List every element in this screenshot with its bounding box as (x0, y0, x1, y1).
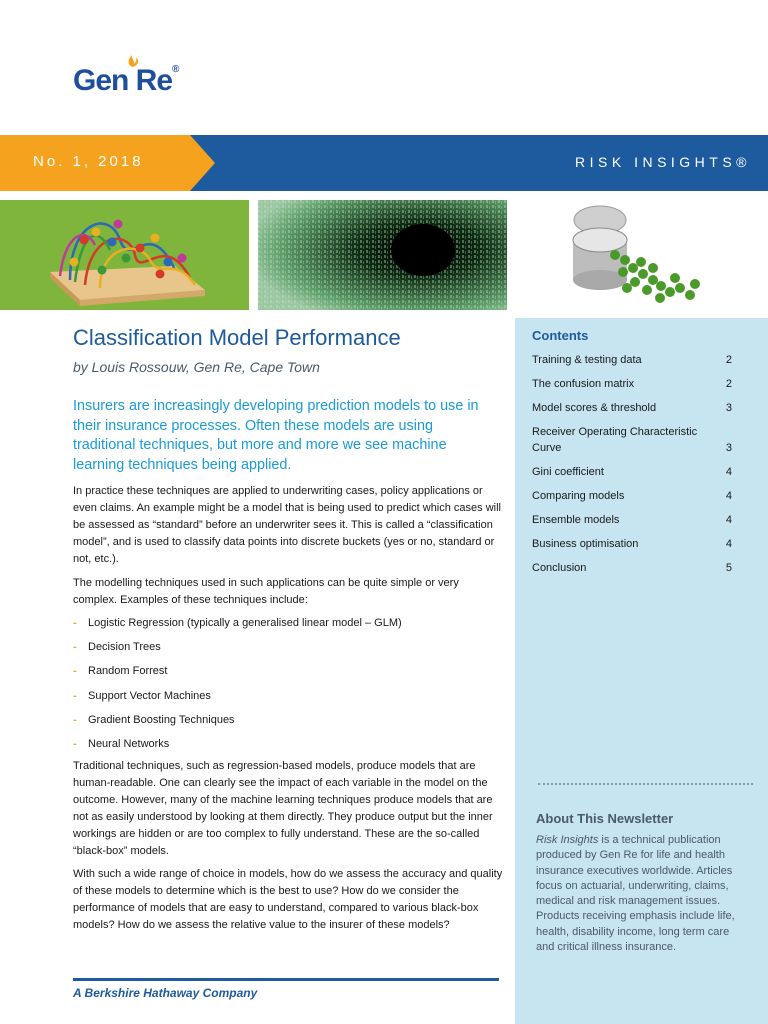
list-item-text: Support Vector Machines (88, 689, 211, 702)
toc-item[interactable] (532, 512, 732, 528)
toc-item-label: The confusion matrix (532, 378, 635, 390)
bullet-dash-icon: - (73, 665, 77, 678)
list-item-text: Neural Networks (88, 737, 170, 750)
toc-item-page: 4 (725, 490, 732, 502)
divider (538, 783, 753, 785)
publication-name: RISK INSIGHTS® (575, 154, 751, 170)
toc-item-page: 4 (725, 514, 732, 526)
list-item (73, 639, 503, 663)
toc-item-page: 4 (725, 538, 732, 550)
article-title: Classification Model Performance (73, 325, 401, 350)
toc-item[interactable] (532, 464, 732, 480)
contents-heading: Contents (532, 328, 589, 343)
techniques-list (73, 615, 503, 760)
toc-item-label: Conclusion (532, 562, 587, 574)
toc-item-page: 3 (725, 442, 732, 454)
paragraph-3: Traditional techniques, such as regression-based models, produce models that are human-readable. One can clearly see the impact of each variable in the model on the outcome. However, many of the machine learning techniques produce models that are not as easily understood by looking at them directly. They produce output but the inner workings are hidden or are too complex to fully understand. These are the so-called “black-box” models. (73, 760, 493, 857)
list-item-text: Random Forrest (88, 665, 168, 678)
toc-item-page: 2 (725, 354, 732, 366)
bullet-dash-icon: - (73, 617, 77, 629)
toc-item-label: Gini coefficient (532, 466, 604, 478)
footer-tagline: A Berkshire Hathaway Company (73, 986, 258, 1000)
list-item (73, 663, 503, 687)
logo-text: Gen Re® (73, 64, 179, 97)
bullet-dash-icon: - (73, 713, 77, 726)
paragraph-1: In practice these techniques are applied to underwriting cases, policy applications or even claims. An example might be a model that is being used to predict which cases will be assessed as “standard” before an underwriter sees it. This is called a “classification model”, and is used to classify data points into discrete buckets (yes or no, standard or not, etc.). (73, 485, 501, 565)
toc-item[interactable] (532, 352, 732, 368)
toc-item[interactable] (532, 560, 732, 576)
about-text: Risk Insights is a technical publication produced by Gen Re for life and health insurance executives worldwide. Articles focus on actuarial, underwriting, claims, medical and risk management issues. Products receiving emphasis include life, health, disability income, long term care and critical illness insurance. (536, 834, 735, 954)
intro-paragraph: Insurers are increasingly developing prediction models to use in their insurance processes. Often these models are using traditional techniques, but more and more we see machine learning techniques being applied. (73, 398, 479, 473)
toc-item-label: Comparing models (532, 490, 625, 502)
list-item (73, 712, 503, 736)
footer-rule (73, 978, 499, 981)
binary-tunnel-image (258, 200, 507, 310)
toc-item-label: Business optimisation (532, 538, 639, 550)
bullet-dash-icon: - (73, 737, 77, 750)
about-heading: About This Newsletter (536, 811, 674, 826)
toc-item[interactable] (532, 488, 732, 504)
byline: by Louis Rossouw, Gen Re, Cape Town (73, 359, 320, 375)
toc-item-label: Training & testing data (532, 354, 642, 366)
list-item-text: Decision Trees (88, 641, 161, 654)
toc-item[interactable] (532, 536, 732, 552)
toc-item-label: Receiver Operating Characteristic Curve (532, 426, 698, 454)
paragraph-2: The modelling techniques used in such applications can be quite simple or very complex. Examples of these techniques include: (73, 577, 459, 606)
bullet-dash-icon: - (73, 689, 77, 702)
toc-item-page: 5 (725, 562, 732, 574)
toc-item-label: Model scores & threshold (532, 402, 657, 414)
toc-item-page: 2 (725, 378, 732, 390)
list-item-text: Gradient Boosting Techniques (88, 713, 235, 726)
list-item (73, 736, 503, 760)
toc-item[interactable] (532, 424, 732, 456)
issue-number: No. 1, 2018 (33, 153, 144, 170)
toc-item-page: 4 (725, 466, 732, 478)
toc-item-page: 3 (725, 402, 732, 414)
toc-item[interactable] (532, 376, 732, 392)
list-item-text: Logistic Regression (typically a generalised linear model – GLM) (88, 617, 402, 629)
list-item (73, 688, 503, 712)
toc-item-label: Ensemble models (532, 514, 620, 526)
bullet-dash-icon: - (73, 641, 77, 654)
table-of-contents (532, 352, 732, 584)
bead-maze-toy-image (0, 200, 249, 310)
paragraph-4: With such a wide range of choice in models, how do we assess the accuracy and quality of these models to determine which is the best to use? How do we consider the performance of models that are easy to understand, compared to various black-box models? How do we assess the relative value to the insurer of these models? (73, 868, 503, 931)
list-item (73, 615, 503, 639)
toc-item[interactable] (532, 400, 732, 416)
tin-can-peas-image (515, 200, 768, 310)
